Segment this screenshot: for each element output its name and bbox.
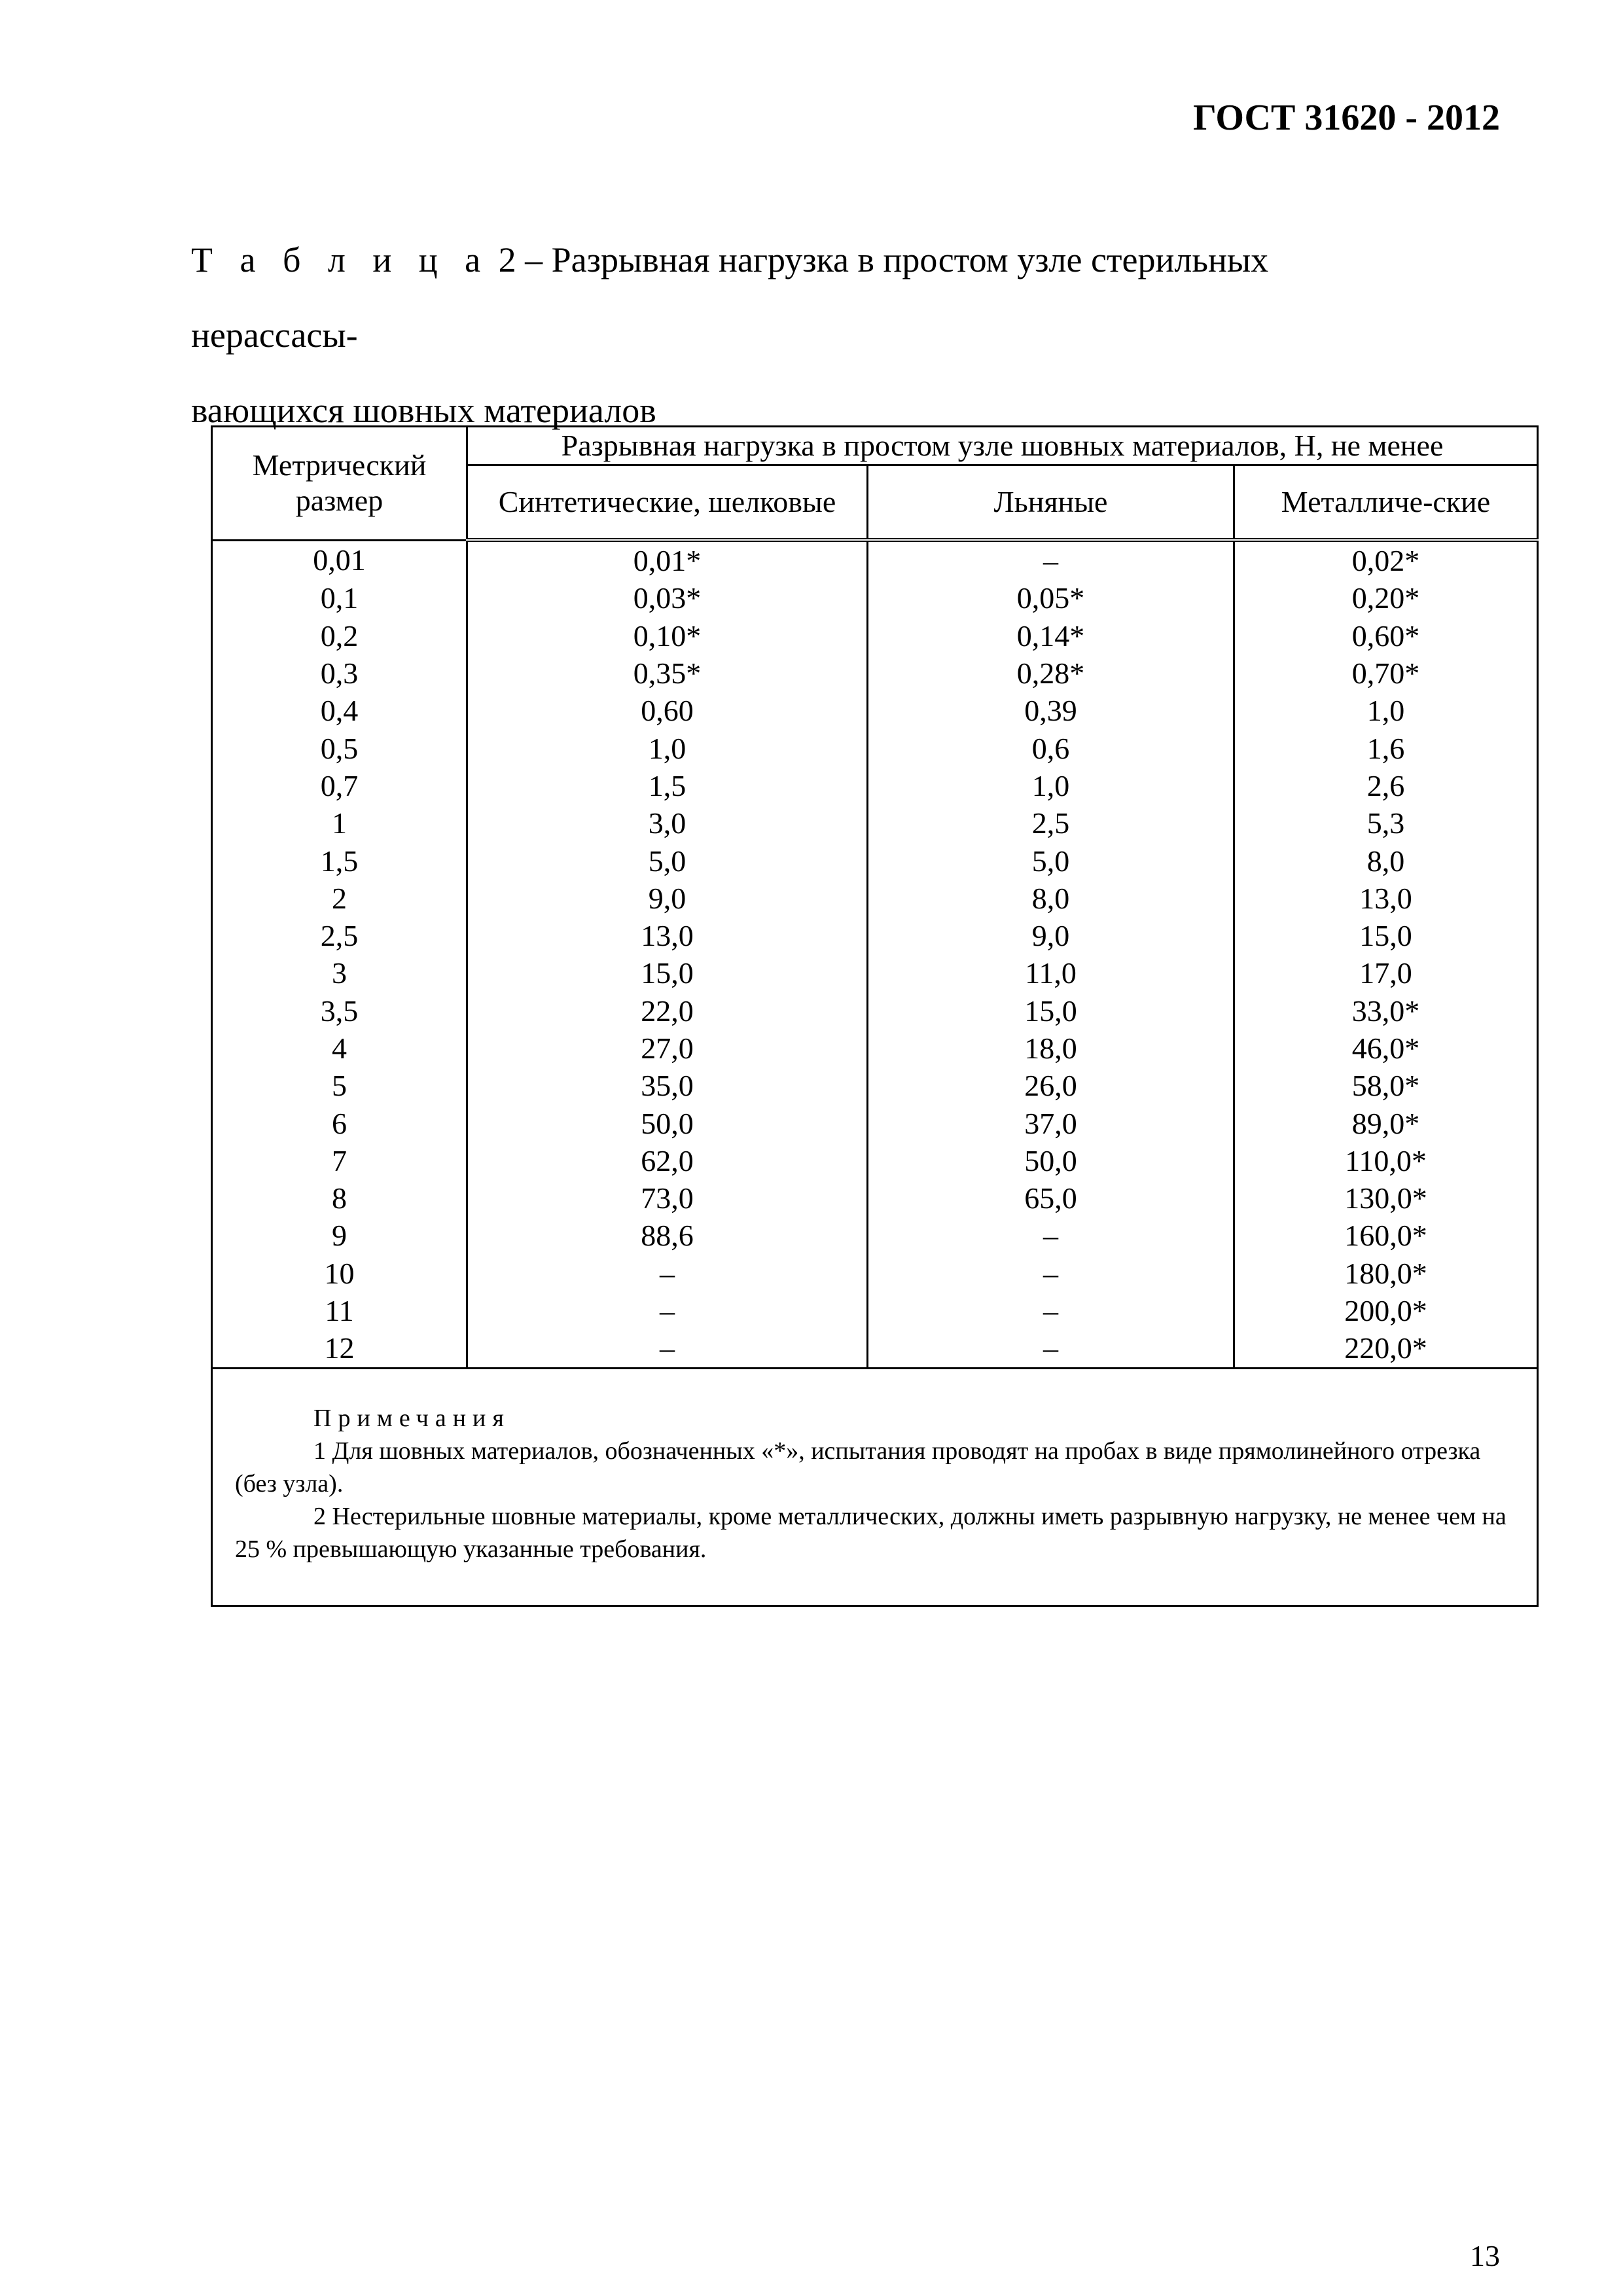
notes-cell — [212, 1368, 1538, 1605]
table-row — [212, 729, 1538, 766]
cell-linen: 9,0 — [868, 917, 1234, 954]
cell-linen: 0,6 — [868, 729, 1234, 766]
table-row — [212, 1142, 1538, 1179]
cell-synthetic: – — [467, 1255, 868, 1292]
cell-synthetic: – — [467, 1292, 868, 1329]
cell-linen: 18,0 — [868, 1030, 1234, 1067]
table-row — [212, 804, 1538, 842]
table-row — [212, 1292, 1538, 1329]
table-row — [212, 655, 1538, 692]
cell-size: 0,1 — [212, 579, 467, 617]
cell-linen: 50,0 — [868, 1142, 1234, 1179]
cell-metallic: 180,0* — [1234, 1255, 1538, 1292]
note-item-1: 1 Для шовных материалов, обозначенных «*», испытания проводят на пробах в виде прямолинейного отрезка (без узла). — [235, 1437, 1481, 1498]
caption-label: Т а б л и ц а — [191, 240, 490, 279]
cell-synthetic: 0,10* — [467, 617, 868, 655]
table-row — [212, 842, 1538, 879]
cell-metallic: 130,0* — [1234, 1179, 1538, 1217]
note-item-2: 2 Нестерильные шовные материалы, кроме металлических, должны иметь разрывную нагрузку, не менее чем на 25 % превышающую указанные требования. — [235, 1502, 1507, 1563]
cell-linen: 0,28* — [868, 655, 1234, 692]
cell-metallic: 0,70* — [1234, 655, 1538, 692]
cell-metallic: 13,0 — [1234, 880, 1538, 917]
cell-linen: 8,0 — [868, 880, 1234, 917]
cell-linen: 11,0 — [868, 954, 1234, 992]
table-caption — [191, 223, 1435, 448]
cell-synthetic: 1,5 — [467, 767, 868, 804]
cell-size: 2 — [212, 880, 467, 917]
cell-linen: 65,0 — [868, 1179, 1234, 1217]
table-row — [212, 992, 1538, 1030]
cell-size: 9 — [212, 1217, 467, 1254]
cell-metallic: 46,0* — [1234, 1030, 1538, 1067]
cell-size: 5 — [212, 1067, 467, 1104]
cell-metallic: 17,0 — [1234, 954, 1538, 992]
cell-synthetic: 3,0 — [467, 804, 868, 842]
cell-size: 0,2 — [212, 617, 467, 655]
cell-size: 2,5 — [212, 917, 467, 954]
header-metallic: Металличе-ские — [1234, 465, 1538, 541]
table-row — [212, 880, 1538, 917]
cell-synthetic: 62,0 — [467, 1142, 868, 1179]
table-row — [212, 579, 1538, 617]
cell-linen: – — [868, 1329, 1234, 1368]
cell-size: 7 — [212, 1142, 467, 1179]
cell-size: 1,5 — [212, 842, 467, 879]
cell-metallic: 5,3 — [1234, 804, 1538, 842]
cell-synthetic: 15,0 — [467, 954, 868, 992]
cell-synthetic: 0,35* — [467, 655, 868, 692]
cell-synthetic: 0,60 — [467, 692, 868, 729]
table-row — [212, 1030, 1538, 1067]
cell-metallic: 220,0* — [1234, 1329, 1538, 1368]
cell-metallic: 15,0 — [1234, 917, 1538, 954]
table-row — [212, 1179, 1538, 1217]
document-code: ГОСТ 31620 - 2012 — [1193, 98, 1500, 138]
cell-size: 10 — [212, 1255, 467, 1292]
notes-heading: Примечания — [313, 1404, 510, 1432]
cell-size: 1 — [212, 804, 467, 842]
cell-metallic: 110,0* — [1234, 1142, 1538, 1179]
cell-size: 0,5 — [212, 729, 467, 766]
cell-synthetic: – — [467, 1329, 868, 1368]
cell-linen: 37,0 — [868, 1104, 1234, 1141]
cell-size: 3 — [212, 954, 467, 992]
cell-size: 4 — [212, 1030, 467, 1067]
cell-metallic: 1,0 — [1234, 692, 1538, 729]
table-row — [212, 1329, 1538, 1368]
cell-linen: 0,14* — [868, 617, 1234, 655]
cell-synthetic: 0,01* — [467, 540, 868, 579]
cell-linen: 2,5 — [868, 804, 1234, 842]
cell-size: 0,3 — [212, 655, 467, 692]
cell-size: 0,4 — [212, 692, 467, 729]
breaking-load-table — [211, 425, 1539, 1607]
cell-linen: 0,05* — [868, 579, 1234, 617]
cell-size: 12 — [212, 1329, 467, 1368]
table-row — [212, 1104, 1538, 1141]
cell-size: 11 — [212, 1292, 467, 1329]
cell-metallic: 8,0 — [1234, 842, 1538, 879]
cell-metallic: 200,0* — [1234, 1292, 1538, 1329]
cell-synthetic: 9,0 — [467, 880, 868, 917]
cell-size: 0,7 — [212, 767, 467, 804]
cell-linen: – — [868, 1292, 1234, 1329]
cell-synthetic: 0,03* — [467, 579, 868, 617]
cell-synthetic: 27,0 — [467, 1030, 868, 1067]
cell-synthetic: 5,0 — [467, 842, 868, 879]
table-row — [212, 917, 1538, 954]
caption-text-line1: 2 – Разрывная нагрузка в простом узле стерильных нерассасы- — [191, 240, 1269, 355]
table-row — [212, 1217, 1538, 1254]
cell-linen: 26,0 — [868, 1067, 1234, 1104]
table-row — [212, 692, 1538, 729]
cell-metallic: 58,0* — [1234, 1067, 1538, 1104]
cell-size: 0,01 — [212, 540, 467, 579]
table-row — [212, 1067, 1538, 1104]
table-row — [212, 767, 1538, 804]
cell-linen: – — [868, 1217, 1234, 1254]
cell-metallic: 0,20* — [1234, 579, 1538, 617]
cell-metallic: 160,0* — [1234, 1217, 1538, 1254]
cell-size: 6 — [212, 1104, 467, 1141]
cell-linen: – — [868, 540, 1234, 579]
cell-synthetic: 35,0 — [467, 1067, 868, 1104]
cell-synthetic: 13,0 — [467, 917, 868, 954]
table-row — [212, 1255, 1538, 1292]
table-row — [212, 617, 1538, 655]
cell-synthetic: 73,0 — [467, 1179, 868, 1217]
header-metric-size: Метрический размер — [212, 427, 467, 541]
cell-synthetic: 50,0 — [467, 1104, 868, 1141]
cell-linen: 5,0 — [868, 842, 1234, 879]
cell-metallic: 0,60* — [1234, 617, 1538, 655]
cell-metallic: 89,0* — [1234, 1104, 1538, 1141]
caption-text-line2: вающихся шовных материалов — [191, 391, 656, 430]
table-row — [212, 954, 1538, 992]
cell-linen: 15,0 — [868, 992, 1234, 1030]
header-synthetic-silk: Синтетические, шелковые — [467, 465, 868, 541]
cell-metallic: 1,6 — [1234, 729, 1538, 766]
cell-synthetic: 1,0 — [467, 729, 868, 766]
cell-size: 8 — [212, 1179, 467, 1217]
header-linen: Льняные — [868, 465, 1234, 541]
cell-metallic: 0,02* — [1234, 540, 1538, 579]
cell-size: 3,5 — [212, 992, 467, 1030]
cell-linen: 0,39 — [868, 692, 1234, 729]
cell-linen: 1,0 — [868, 767, 1234, 804]
header-breaking-load-group: Разрывная нагрузка в простом узле шовных материалов, Н, не менее — [467, 427, 1538, 465]
cell-linen: – — [868, 1255, 1234, 1292]
cell-metallic: 33,0* — [1234, 992, 1538, 1030]
cell-synthetic: 22,0 — [467, 992, 868, 1030]
cell-metallic: 2,6 — [1234, 767, 1538, 804]
page-number: 13 — [1470, 2239, 1500, 2272]
table-row — [212, 540, 1538, 579]
cell-synthetic: 88,6 — [467, 1217, 868, 1254]
